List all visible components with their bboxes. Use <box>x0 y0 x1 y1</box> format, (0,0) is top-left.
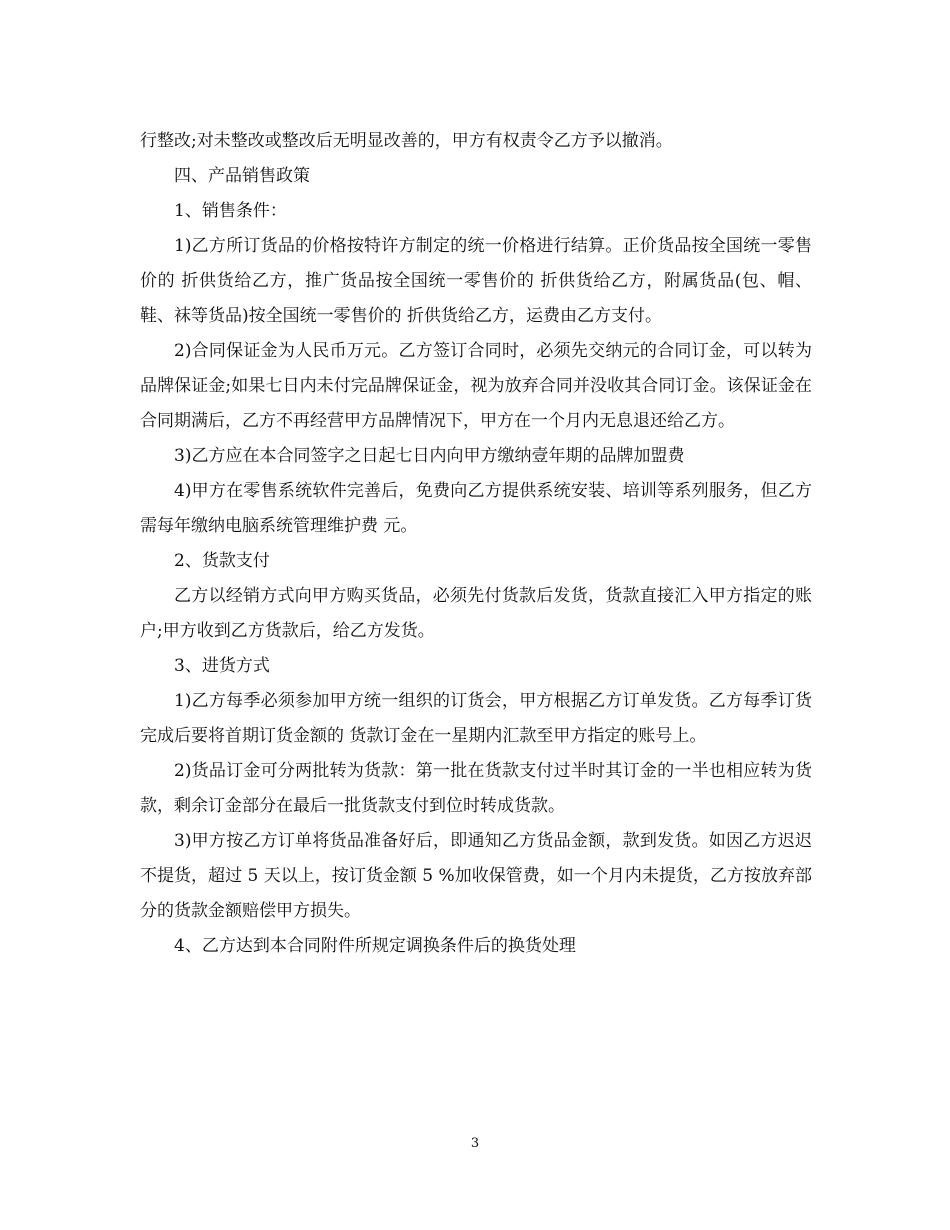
paragraph-order-deposit: 2)货品订金可分两批转为货款：第一批在货款支付过半时其订金的一半也相应转为货款，剩余订金部分在最后一批货款支付到位时转成货款。 <box>140 761 812 816</box>
paragraph-pricing: 1)乙方所订货品的价格按特许方制定的统一价格进行结算。正价货品按全国统一零售价的 折供货给乙方，推广货品按全国统一零售价的 折供货给乙方，附属货品(包、帽、鞋、袜等货品)按全国统一零售价的 折供货给乙方，运费由乙方支付。 <box>140 236 812 326</box>
paragraph-continuation: 行整改;对未整改或整改后无明显改善的，甲方有权责令乙方予以撤消。 <box>140 131 673 151</box>
subsection-heading-exchange: 4、乙方达到本合同附件所规定调换条件后的换货处理 <box>174 936 576 956</box>
subsection-heading-purchasing: 3、进货方式 <box>174 656 270 676</box>
document-body <box>140 124 812 964</box>
paragraph-order-meeting: 1)乙方每季必须参加甲方统一组织的订货会，甲方根据乙方订单发货。乙方每季订货完成后要将首期订货金额的 货款订金在一星期内汇款至甲方指定的账号上。 <box>140 691 812 746</box>
paragraph-deposit: 2)合同保证金为人民币万元。乙方签订合同时，必须先交纳元的合同订金，可以转为品牌保证金;如果七日内未付完品牌保证金，视为放弃合同并没收其合同订金。该保证金在合同期满后，乙方不再经营甲方品牌情况下，甲方在一个月内无息退还给乙方。 <box>140 341 812 431</box>
paragraph-system-service: 4)甲方在零售系统软件完善后，免费向乙方提供系统安装、培训等系列服务，但乙方需每年缴纳电脑系统管理维护费 元。 <box>140 481 812 536</box>
subsection-heading-payment: 2、货款支付 <box>174 551 270 571</box>
paragraph-franchise-fee: 3)乙方应在本合同签字之日起七日内向甲方缴纳壹年期的品牌加盟费 <box>174 446 685 466</box>
section-heading-sales-policy: 四、产品销售政策 <box>174 166 310 186</box>
paragraph-payment: 乙方以经销方式向甲方购买货品，必须先付货款后发货，货款直接汇入甲方指定的账户;甲方收到乙方货款后，给乙方发货。 <box>140 586 812 641</box>
page-number: 3 <box>470 1136 480 1151</box>
paragraph-delivery: 3)甲方按乙方订单将货品准备好后，即通知乙方货品金额，款到发货。如因乙方迟迟不提货，超过 5 天以上，按订货金额 5 %加收保管费，如一个月内未提货，乙方按放弃部分的货款金额赔偿甲方损失。 <box>140 831 812 921</box>
subsection-heading-sales-conditions: 1、销售条件： <box>174 201 287 221</box>
